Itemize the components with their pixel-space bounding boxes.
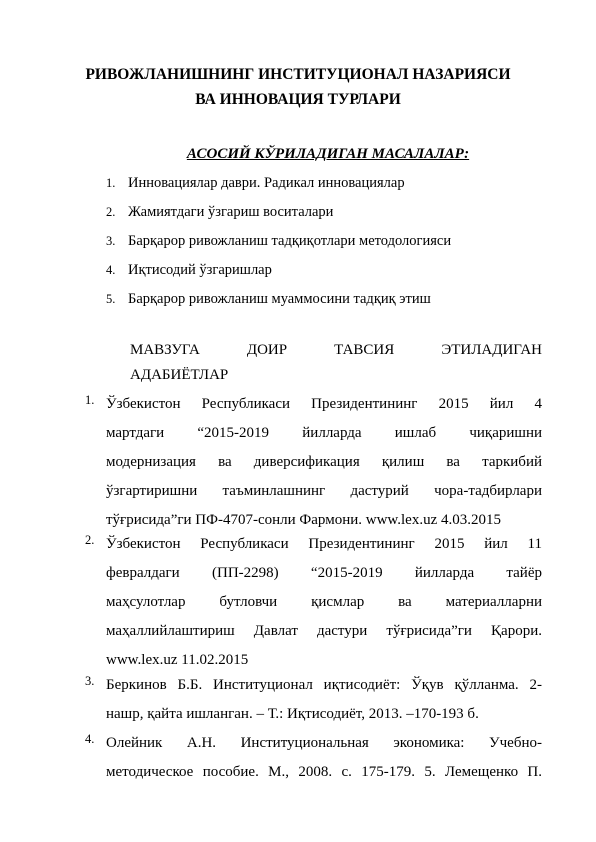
reference-line: нашр, қайта ишланган. – Т.: Иқтисодиёт, 2013. –170-193 б. bbox=[106, 706, 479, 722]
reference-line: маҳсулотлар бутловчи қисмлар ва материалларни bbox=[106, 594, 542, 610]
document-title-line-1: РИВОЖЛАНИШНИНГ ИНСТИТУЦИОНАЛ НАЗАРИЯСИ bbox=[85, 66, 511, 83]
reference-number: 2. bbox=[85, 533, 95, 547]
list-item-text: Барқарор ривожланиш муаммосини тадқиқ этиш bbox=[128, 291, 431, 307]
reference-line: февралдаги (ПП-2298) “2015-2019 йилларда тайёр bbox=[106, 565, 542, 581]
reference-line: маҳаллийлаштириш Давлат дастури тўғрисида”ги Қарори. bbox=[106, 623, 542, 639]
reference-line: Ўзбекистон Республикаси Президентининг 2015 йил 4 bbox=[106, 396, 542, 412]
references-heading-line-2: АДАБИЁТЛАР bbox=[130, 367, 229, 383]
reference-line: Ўзбекистон Республикаси Президентининг 2015 йил 11 bbox=[106, 536, 542, 552]
reference-number: 4. bbox=[85, 732, 95, 746]
issues-heading: АСОСИЙ КЎРИЛАДИГАН МАСАЛАЛАР: bbox=[186, 146, 470, 162]
list-item-number: 1. bbox=[106, 176, 116, 190]
list-item-text: Инновациялар даври. Радикал инновациялар bbox=[128, 175, 405, 191]
reference-line: Беркинов Б.Б. Институционал иқтисодиёт: Ўқув қўлланма. 2- bbox=[106, 677, 542, 693]
list-item-number: 5. bbox=[106, 292, 116, 306]
reference-item bbox=[85, 393, 542, 538]
reference-item bbox=[85, 533, 542, 678]
list-item-number: 3. bbox=[106, 234, 116, 248]
reference-line: ўзгартиришни таъминлашнинг дастурий чора-тадбирлари bbox=[106, 483, 542, 499]
reference-line: модернизация ва диверсификация қилиш ва таркибий bbox=[106, 454, 542, 470]
list-item-text: Жамиятдаги ўзгариш воситалари bbox=[128, 204, 334, 220]
list-item-text: Иқтисодий ўзгаришлар bbox=[128, 262, 272, 278]
list-item-number: 2. bbox=[106, 205, 116, 219]
reference-line: www.lex.uz 11.02.2015 bbox=[106, 652, 249, 668]
reference-line: методическое пособие. М., 2008. с. 175-179. 5. Лемещенко П. bbox=[106, 764, 542, 780]
list-item-number: 4. bbox=[106, 263, 116, 277]
document-title-line-2: ВА ИННОВАЦИЯ ТУРЛАРИ bbox=[195, 91, 401, 108]
references-heading-line-1: МАВЗУГА ДОИР ТАВСИЯ ЭТИЛАДИГАН bbox=[130, 342, 542, 358]
reference-line: мартдаги “2015-2019 йилларда ишлаб чиқаришни bbox=[106, 425, 542, 441]
reference-line: Олейник А.Н. Институциональная экономика: Учебно- bbox=[106, 735, 542, 751]
reference-number: 1. bbox=[85, 393, 95, 407]
reference-item bbox=[85, 732, 542, 790]
list-item-text: Барқарор ривожланиш тадқиқотлари методологияси bbox=[128, 233, 452, 249]
reference-number: 3. bbox=[85, 674, 95, 688]
reference-item bbox=[85, 674, 542, 732]
reference-line: тўғрисида”ги ПФ-4707-сонли Фармони. www.lex.uz 4.03.2015 bbox=[106, 512, 502, 528]
